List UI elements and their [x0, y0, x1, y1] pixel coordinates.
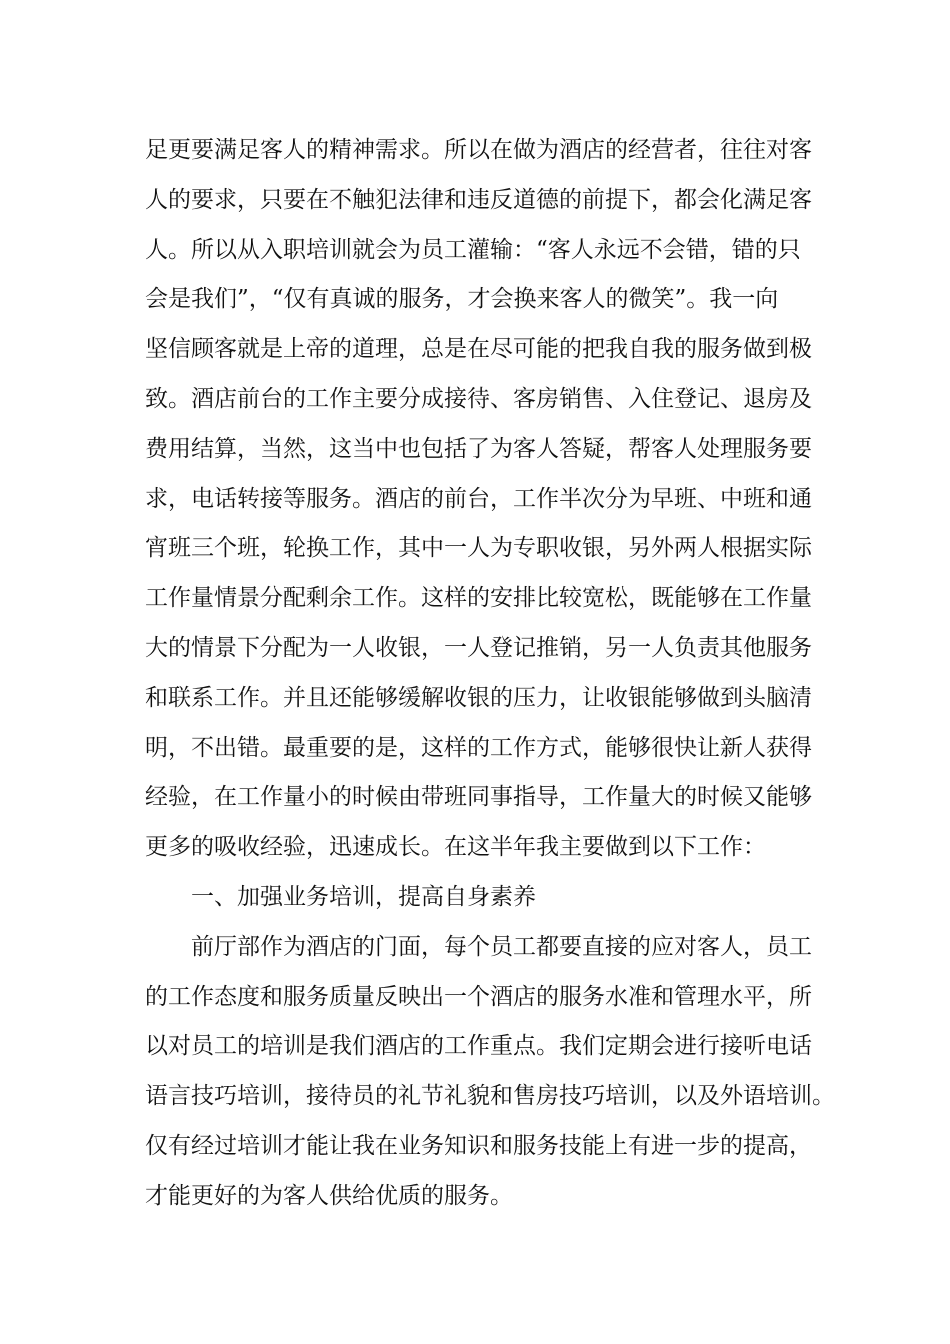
- text-line: 大的情景下分配为一人收银，一人登记推销，另一人负责其他服务: [145, 634, 812, 661]
- text-line: 和联系工作。并且还能够缓解收银的压力，让收银能够做到头脑清: [145, 684, 812, 711]
- text-line: 才能更好的为客人供给优质的服务。: [145, 1182, 513, 1209]
- body-text: [145, 126, 835, 1222]
- text-line: 人。所以从入职培训就会为员工灌输：“客人永远不会错，错的只: [145, 236, 801, 263]
- text-line: 仅有经过培训才能让我在业务知识和服务技能上有进一步的提高，: [145, 1132, 812, 1159]
- text-line: 更多的吸收经验，迅速成长。在这半年我主要做到以下工作：: [145, 834, 766, 861]
- text-line: 明，不出错。最重要的是，这样的工作方式，能够很快让新人获得: [145, 734, 812, 761]
- text-line: 足更要满足客人的精神需求。所以在做为酒店的经营者，往往对客: [145, 137, 812, 163]
- section-heading: 一、加强业务培训，提高自身素养: [191, 883, 536, 910]
- text-line: 经验，在工作量小的时候由带班同事指导，工作量大的时候又能够: [145, 784, 812, 811]
- text-line: 坚信顾客就是上帝的道理，总是在尽可能的把我自我的服务做到极: [145, 336, 812, 363]
- text-line: 求，电话转接等服务。酒店的前台，工作半次分为早班、中班和通: [145, 485, 812, 512]
- text-line: 的工作态度和服务质量反映出一个酒店的服务水准和管理水平，所: [145, 983, 812, 1010]
- text-line: 会是我们”，“仅有真诚的服务，才会换来客人的微笑”。我一向: [145, 286, 779, 313]
- text-line: 费用结算，当然，这当中也包括了为客人答疑，帮客人处理服务要: [145, 435, 812, 462]
- text-line: 人的要求，只要在不触犯法律和违反道德的前提下，都会化满足客: [145, 186, 812, 213]
- text-line: 语言技巧培训，接待员的礼节礼貌和售房技巧培训，以及外语培训。: [145, 1083, 835, 1110]
- text-line: 以对员工的培训是我们酒店的工作重点。我们定期会进行接听电话: [145, 1033, 812, 1060]
- text-line: 致。酒店前台的工作主要分成接待、客房销售、入住登记、退房及: [145, 385, 812, 412]
- text-line: 工作量情景分配剩余工作。这样的安排比较宽松，既能够在工作量: [145, 585, 812, 612]
- text-line: 宵班三个班，轮换工作，其中一人为专职收银，另外两人根据实际: [145, 535, 812, 562]
- text-line: 前厅部作为酒店的门面，每个员工都要直接的应对客人，员工: [191, 933, 812, 960]
